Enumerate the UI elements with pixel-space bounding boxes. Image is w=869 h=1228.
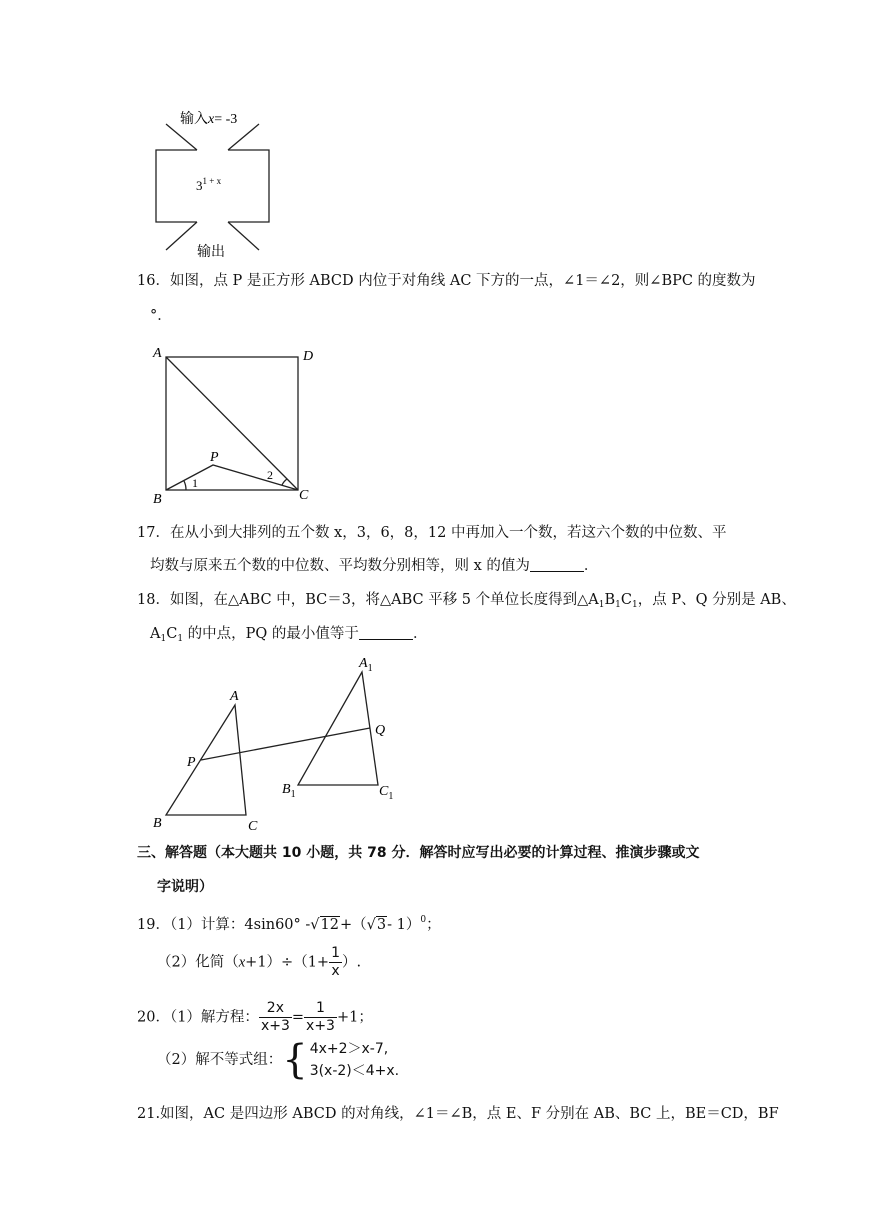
fig16-label-D: D	[303, 349, 314, 364]
fig15-input-label: 输入x= -3	[180, 112, 238, 127]
fig16-angle-1: 1	[192, 476, 198, 490]
q17-line2: 均数与原来五个数的中位数、平均数分别相等，则 x 的值为 ．	[150, 558, 599, 574]
q16-line1: 16．如图，点 P 是正方形 ABCD 内位于对角线 AC 下方的一点，∠1＝∠2，则∠BPC 的度数为	[137, 273, 756, 289]
fig15-output-label: 输出	[197, 245, 225, 260]
fig18-label-C: C	[248, 819, 258, 834]
section3-heading-line1: 三、解答题（本大题共 10 小题，共 78 分．解答时应写出必要的计算过程、推演步骤或文	[137, 845, 700, 861]
fig16-label-C: C	[299, 488, 309, 503]
q20-fraction-2: $\frac{1}{x+3}$	[306, 1000, 335, 1034]
q21-line1: 21.如图，AC 是四边形 ABCD 的对角线，∠1＝∠B，点 E、F 分别在 AB、BC 上，BE＝CD，BF	[137, 1106, 779, 1122]
q17-line1: 17．在从小到大排列的五个数 x，3，6，8，12 中再加入一个数，若这六个数的中位数、平	[137, 525, 727, 541]
fig16-angle-2: 2	[267, 468, 273, 482]
fig18-label-A1: $A_1$	[359, 656, 373, 674]
q19-part2: （2）化简（x+1）÷（1+ $\frac{1}{x}$ ）.	[157, 945, 362, 979]
fig16-label-A: A	[153, 346, 162, 361]
q19-part1: 19．（1）计算：4sin60° -√12+（√3- 1）$^0$；	[137, 915, 441, 933]
fig18-label-C1: $C_1$	[379, 784, 394, 802]
q16-line2: °．	[150, 308, 172, 324]
q20-part2: （2）解不等式组：{ 4x+2＞x-7, 3(x-2)＜4+x.	[157, 1037, 400, 1083]
q20-inequality-system: 4x+2＞x-7, 3(x-2)＜4+x.	[309, 1041, 400, 1079]
fig18-label-B1: $B_1$	[282, 782, 296, 800]
fig18-label-P: P	[187, 755, 196, 770]
section3-heading-line2: 字说明）	[157, 879, 213, 895]
fig18-label-Q: Q	[375, 723, 386, 738]
q18-line1: 18．如图，在△ABC 中，BC＝3，将△ABC 平移 5 个单位长度得到$\triangle A_1B_1C_1$，点 P、Q 分别是 AB、	[137, 592, 796, 610]
fig18-label-B: B	[153, 816, 162, 831]
fig18-label-A: A	[230, 689, 239, 704]
fig16-label-P: P	[210, 450, 219, 465]
q20-part1: 20．（1）解方程： $\frac{2x}{x+3}$ = $\frac{1}{x+3}$ +1；	[137, 1000, 373, 1034]
q18-line2: $A_1C_1$ 的中点，PQ 的最小值等于 ．	[150, 626, 428, 644]
q19-fraction: $\frac{1}{x}$	[331, 945, 340, 979]
fig15-expression: $3^{1 + x}$	[196, 176, 222, 193]
q20-fraction-1: $\frac{2x}{x+3}$	[260, 1000, 290, 1034]
fig16-label-B: B	[153, 492, 162, 507]
